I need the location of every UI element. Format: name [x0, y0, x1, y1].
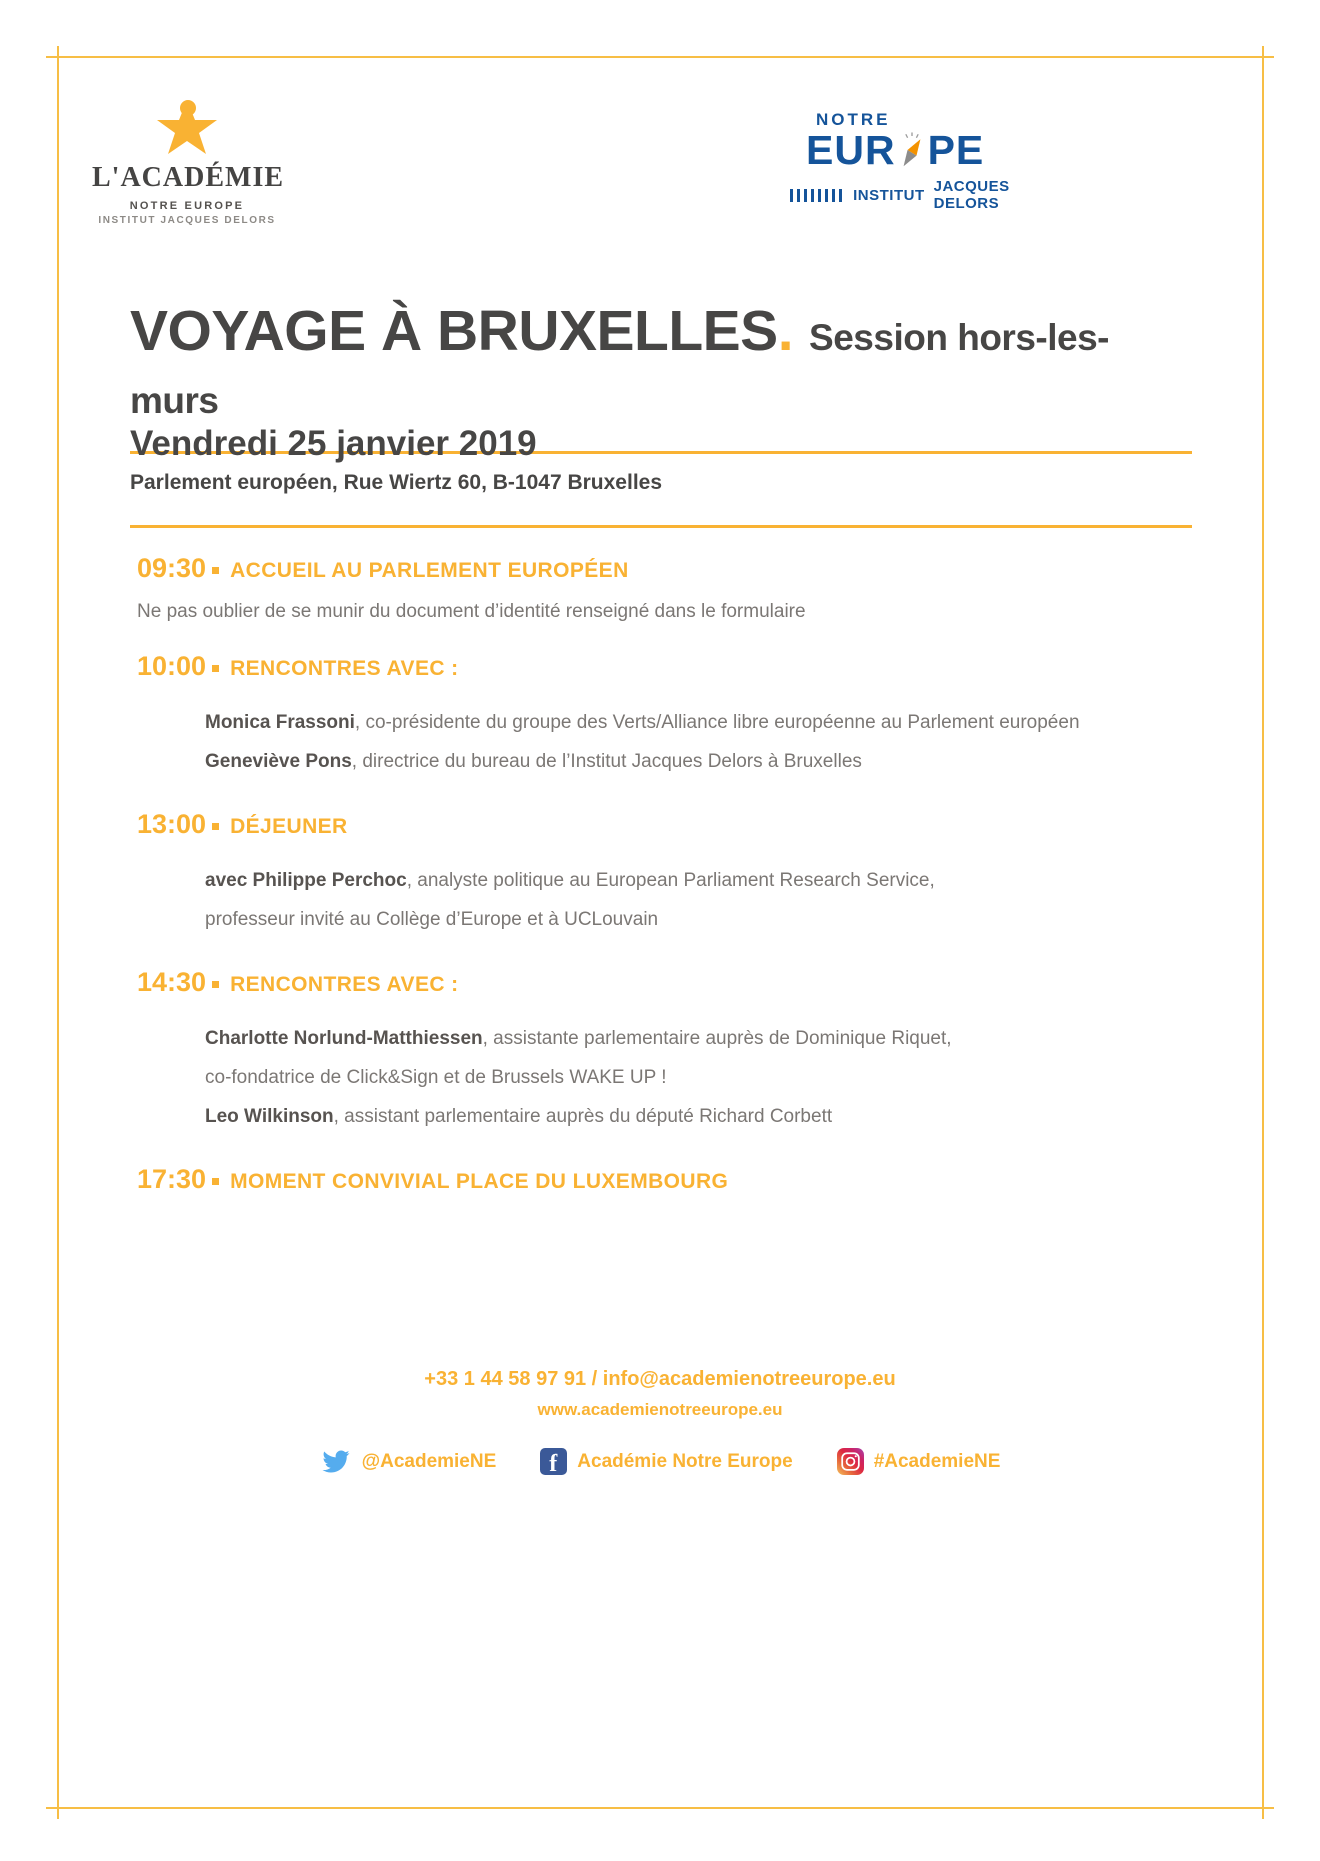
speaker-name: Geneviève Pons — [205, 751, 352, 772]
speaker-name: avec Philippe Perchoc — [205, 870, 407, 891]
notre-europe-logo-notre: NOTRE — [816, 110, 891, 129]
agenda-head — [137, 808, 1197, 845]
star-icon — [155, 96, 219, 158]
notre-europe-logo — [790, 110, 1070, 212]
notre-europe-logo-eur: EUR — [806, 127, 896, 173]
speaker-entry — [205, 703, 1197, 742]
page-title-subtitle: Session hors-les-murs — [130, 317, 1109, 421]
speaker-entry — [205, 1097, 1197, 1136]
facebook-link[interactable] — [540, 1448, 792, 1475]
divider-rule — [130, 525, 1192, 528]
date-block — [130, 424, 1192, 528]
agenda-entries — [205, 861, 1197, 939]
bars-icon — [790, 189, 844, 202]
page-title-main: VOYAGE À BRUXELLES — [130, 299, 778, 363]
page-title-dot: . — [777, 299, 794, 363]
agenda-head — [137, 650, 1197, 687]
footer — [0, 1368, 1320, 1475]
speaker-role: professeur invité au Collège d’Europe et à UCLouvain — [205, 909, 659, 930]
bullet-square-icon — [212, 665, 219, 672]
bullet-square-icon — [212, 567, 219, 574]
website-link[interactable]: www.academienotreeurope.eu — [537, 1400, 783, 1419]
speaker-role: co-fondatrice de Click&Sign et de Brussels WAKE UP ! — [205, 1067, 667, 1088]
contact-line[interactable]: +33 1 44 58 97 91 / info@academienotreeurope.eu — [424, 1368, 896, 1390]
speaker-name: Leo Wilkinson — [205, 1106, 334, 1127]
speaker-role: , analyste politique au European Parliament Research Service, — [406, 870, 935, 891]
compass-needle-icon — [897, 131, 927, 171]
agenda-time: 14:30 — [137, 967, 207, 997]
agenda-head — [137, 552, 1197, 589]
page-border-left — [57, 46, 59, 1819]
agenda-entries — [205, 703, 1197, 781]
twitter-icon — [320, 1448, 352, 1475]
facebook-label: Académie Notre Europe — [577, 1450, 793, 1472]
speaker-entry — [205, 900, 1197, 939]
speaker-name: Monica Frassoni — [205, 712, 355, 733]
instagram-icon — [837, 1448, 864, 1475]
agenda-time: 13:00 — [137, 809, 207, 839]
speaker-role: , co-présidente du groupe des Verts/Alliance libre européenne au Parlement européen — [354, 712, 1080, 733]
agenda-time: 10:00 — [137, 651, 207, 681]
agenda-heading: RENCONTRES AVEC : — [230, 973, 459, 996]
agenda-heading: MOMENT CONVIVIAL PLACE DU LUXEMBOURG — [230, 1170, 729, 1193]
agenda — [137, 552, 1197, 1227]
agenda-time: 17:30 — [137, 1164, 207, 1194]
speaker-entry — [205, 861, 1197, 900]
agenda-heading: DÉJEUNER — [230, 815, 348, 838]
speaker-role: , assistante parlementaire auprès de Dominique Riquet, — [482, 1028, 952, 1049]
notre-europe-logo-bottom — [790, 178, 1070, 212]
notre-europe-logo-pe: PE — [927, 127, 985, 173]
academie-logo-title: L'ACADÉMIE — [92, 162, 285, 193]
page-border-right — [1262, 46, 1264, 1819]
speaker-role: , directrice du bureau de l’Institut Jacques Delors à Bruxelles — [351, 751, 862, 772]
bullet-square-icon — [212, 823, 219, 830]
agenda-item — [137, 1163, 1197, 1200]
academie-logo-subtitle: NOTRE EUROPE — [129, 200, 245, 212]
notre-europe-logo-jacques-delors: JACQUES DELORS — [933, 178, 1010, 212]
twitter-link[interactable] — [320, 1448, 497, 1475]
page-border-top — [46, 56, 1274, 58]
agenda-heading: ACCUEIL AU PARLEMENT EUROPÉEN — [230, 559, 629, 582]
speaker-entry — [205, 1019, 1197, 1058]
agenda-item — [137, 808, 1197, 939]
speaker-name: Charlotte Norlund-Matthiessen — [205, 1028, 483, 1049]
social-row — [0, 1448, 1320, 1475]
speaker-entry — [205, 1058, 1197, 1097]
agenda-head — [137, 966, 1197, 1003]
agenda-heading: RENCONTRES AVEC : — [230, 657, 459, 680]
agenda-item — [137, 966, 1197, 1136]
academie-logo-subtitle2: INSTITUT JACQUES DELORS — [98, 215, 276, 226]
agenda-item — [137, 650, 1197, 781]
facebook-icon — [540, 1448, 567, 1475]
speaker-entry — [205, 742, 1197, 781]
notre-europe-logo-institut: INSTITUT — [853, 186, 925, 204]
instagram-link[interactable] — [837, 1448, 1001, 1475]
notre-europe-logo-europe — [806, 127, 1070, 173]
agenda-head — [137, 1163, 1197, 1200]
academie-logo — [92, 96, 285, 226]
event-location: Parlement européen, Rue Wiertz 60, B-1047 Bruxelles — [130, 471, 663, 494]
bullet-square-icon — [212, 1178, 219, 1185]
speaker-role: , assistant parlementaire auprès du député Richard Corbett — [333, 1106, 833, 1127]
bullet-square-icon — [212, 981, 219, 988]
page-border-bottom — [46, 1807, 1274, 1809]
twitter-handle: @AcademieNE — [361, 1450, 497, 1472]
agenda-note: Ne pas oublier de se munir du document d’identité renseigné dans le formulaire — [137, 601, 806, 622]
instagram-handle: #AcademieNE — [873, 1450, 1001, 1472]
page-title — [130, 300, 1192, 425]
agenda-time: 09:30 — [137, 553, 207, 583]
agenda-item — [137, 552, 1197, 623]
event-date: Vendredi 25 janvier 2019 — [130, 424, 537, 463]
agenda-entries — [205, 1019, 1197, 1136]
